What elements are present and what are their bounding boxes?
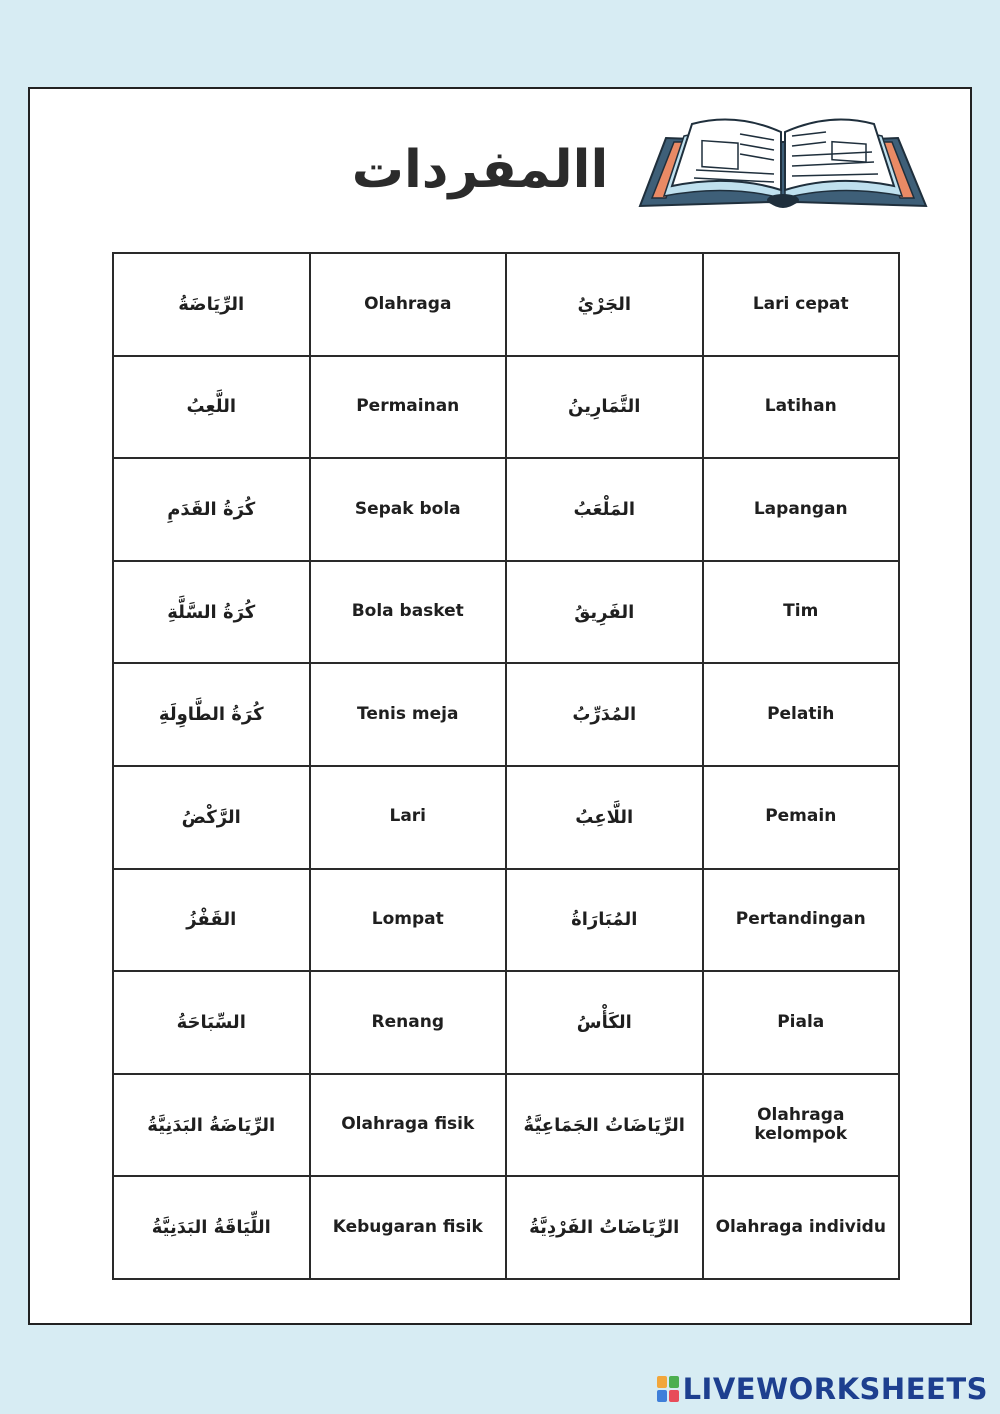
arabic-word: الكَأْسُ xyxy=(506,971,703,1074)
table-row xyxy=(113,561,899,664)
table-row xyxy=(113,663,899,766)
indonesian-translation: Piala xyxy=(703,971,900,1074)
logo-square-icon xyxy=(657,1376,667,1388)
indonesian-translation: Olahraga xyxy=(310,253,507,356)
indonesian-translation: Olahraga individu xyxy=(703,1176,900,1279)
indonesian-translation: Pelatih xyxy=(703,663,900,766)
arabic-word: السِّبَاحَةُ xyxy=(113,971,310,1074)
table-row xyxy=(113,1176,899,1279)
arabic-word: كُرَةُ القَدَمِ xyxy=(113,458,310,561)
arabic-word: المُبَارَاةُ xyxy=(506,869,703,972)
indonesian-translation: Lari xyxy=(310,766,507,869)
indonesian-translation: Lompat xyxy=(310,869,507,972)
table-row xyxy=(113,869,899,972)
indonesian-translation: Latihan xyxy=(703,356,900,459)
indonesian-translation: Pertandingan xyxy=(703,869,900,972)
logo-square-icon xyxy=(669,1376,679,1388)
arabic-word: الجَرْيُ xyxy=(506,253,703,356)
indonesian-translation: Bola basket xyxy=(310,561,507,664)
vocabulary-table xyxy=(112,252,900,1280)
liveworksheets-logo xyxy=(657,1372,988,1406)
indonesian-translation: Kebugaran fisik xyxy=(310,1176,507,1279)
arabic-word: كُرَةُ السَّلَّةِ xyxy=(113,561,310,664)
arabic-word: الرِّيَاضَاتُ الفَرْدِيَّةُ xyxy=(506,1176,703,1279)
logo-text: LIVEWORKSHEETS xyxy=(682,1372,988,1406)
table-row xyxy=(113,971,899,1074)
indonesian-translation: Tenis meja xyxy=(310,663,507,766)
page-title: االمفردات xyxy=(351,140,609,200)
arabic-word: الفَرِيقُ xyxy=(506,561,703,664)
indonesian-translation: Lapangan xyxy=(703,458,900,561)
arabic-word: الرَّكْضُ xyxy=(113,766,310,869)
open-book-icon xyxy=(636,112,930,214)
arabic-word: القَفْزُ xyxy=(113,869,310,972)
logo-square-icon xyxy=(657,1390,667,1402)
arabic-word: الرِّيَاضَاتُ الجَمَاعِيَّةُ xyxy=(506,1074,703,1177)
logo-mark-icon xyxy=(657,1376,679,1402)
arabic-word: المَلْعَبُ xyxy=(506,458,703,561)
indonesian-translation: Olahraga fisik xyxy=(310,1074,507,1177)
indonesian-translation: Pemain xyxy=(703,766,900,869)
indonesian-translation: Olahraga kelompok xyxy=(703,1074,900,1177)
table-row xyxy=(113,356,899,459)
indonesian-translation: Lari cepat xyxy=(703,253,900,356)
arabic-word: اللِّيَاقَةُ البَدَنِيَّةُ xyxy=(113,1176,310,1279)
arabic-word: اللَّاعِبُ xyxy=(506,766,703,869)
arabic-word: التَّمَارِينُ xyxy=(506,356,703,459)
indonesian-translation: Permainan xyxy=(310,356,507,459)
arabic-word: الرِّيَاضَةُ xyxy=(113,253,310,356)
logo-square-icon xyxy=(669,1390,679,1402)
indonesian-translation: Renang xyxy=(310,971,507,1074)
arabic-word: اللَّعِبُ xyxy=(113,356,310,459)
arabic-word: المُدَرِّبُ xyxy=(506,663,703,766)
table-row xyxy=(113,1074,899,1177)
table-row xyxy=(113,458,899,561)
indonesian-translation: Tim xyxy=(703,561,900,664)
indonesian-translation: Sepak bola xyxy=(310,458,507,561)
table-row xyxy=(113,766,899,869)
arabic-word: كُرَةُ الطَّاوِلَةِ xyxy=(113,663,310,766)
table-row xyxy=(113,253,899,356)
arabic-word: الرِّيَاضَةُ البَدَنِيَّةُ xyxy=(113,1074,310,1177)
